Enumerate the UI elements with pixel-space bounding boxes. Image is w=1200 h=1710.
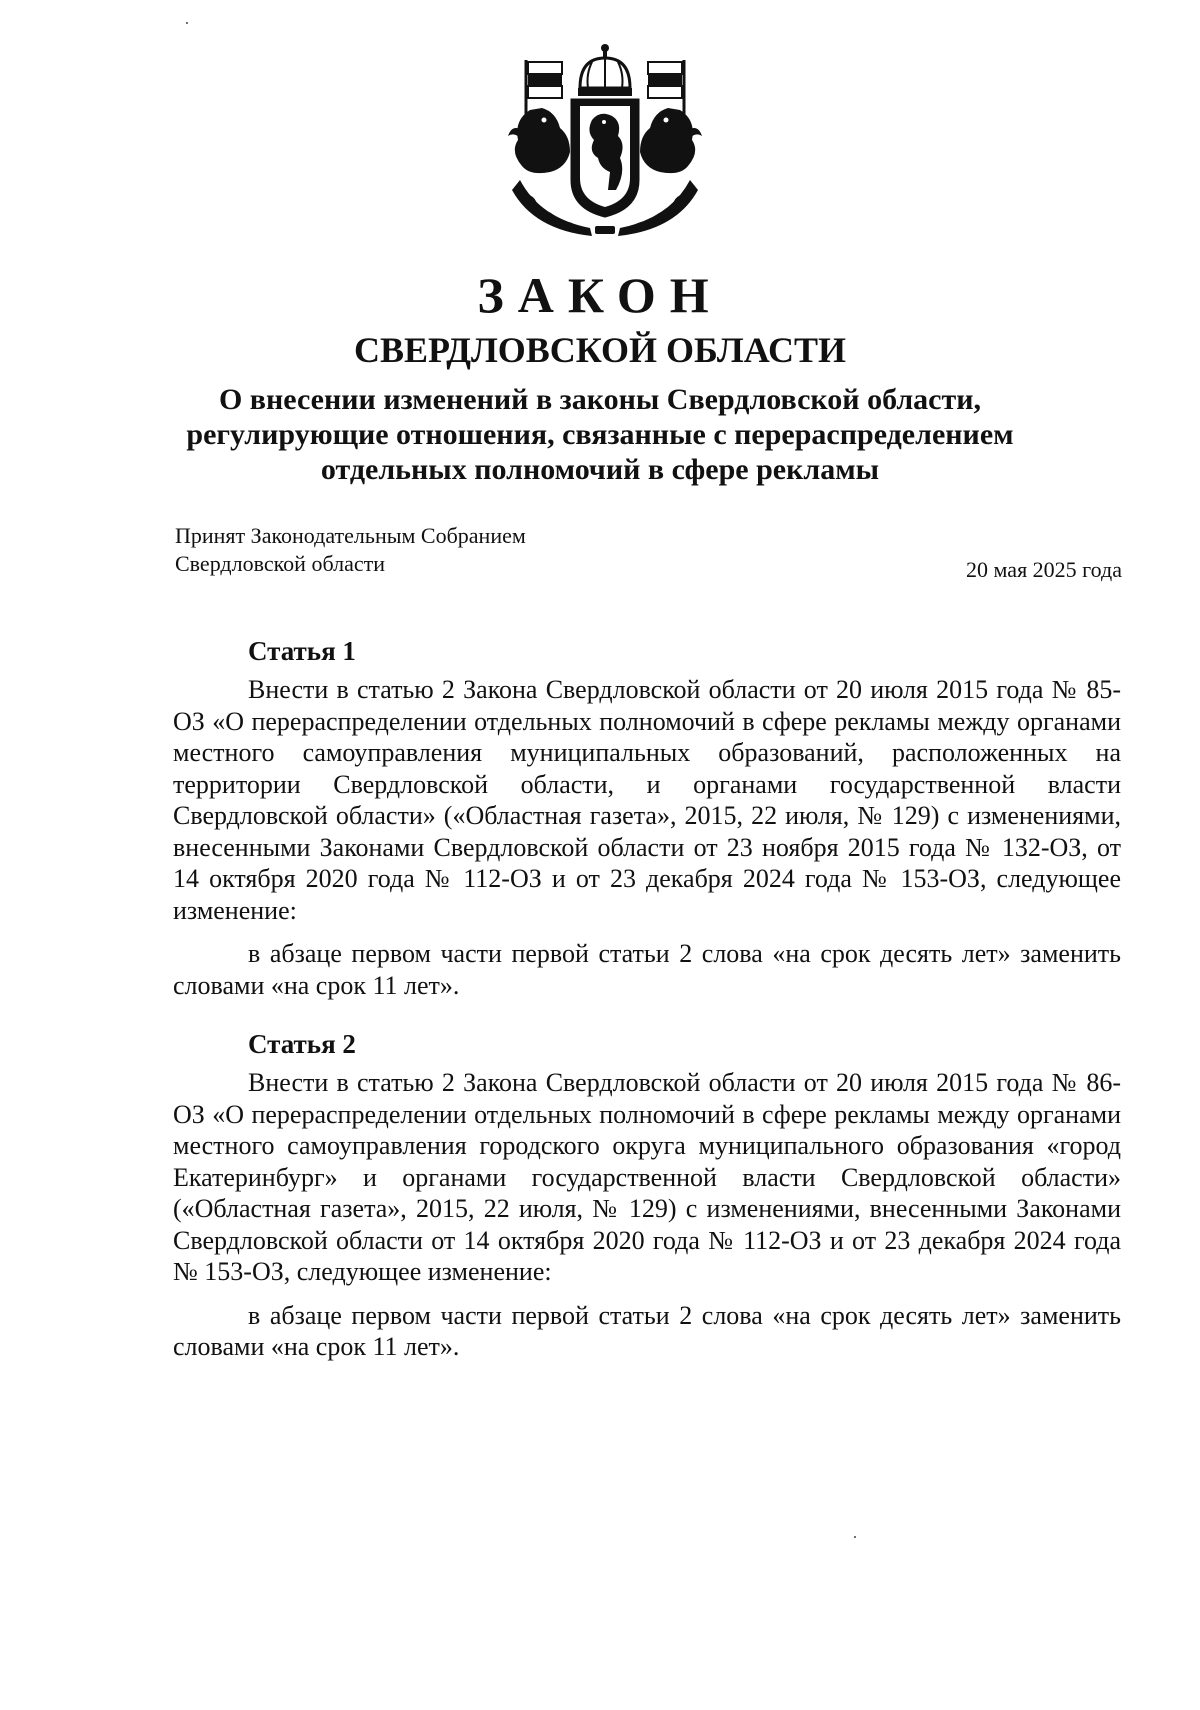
article-title: Статья 2 xyxy=(248,1029,356,1059)
article-paragraph: в абзаце первом части первой статьи 2 слова «на срок десять лет» заменить словами «на срок 11 лет». xyxy=(173,1300,1121,1361)
article-2 xyxy=(173,1027,1121,1375)
document-title: ЗАКОН xyxy=(477,267,723,323)
article-paragraph: Внести в статью 2 Закона Свердловской области от 20 июля 2015 года № 85-ОЗ «О перераспределении отдельных полномочий в сфере рекламы между органами местного самоуправления муниципальных образований, расположенных на территории Свердловской области, и органами государственной власти Свердловской области» («Областная газета», 2015, 22 июля, № 129) с изменениями, внесенными Законами Свердловской области от 23 ноября 2015 года № 132-ОЗ, от 14 октября 2020 года № 112-ОЗ и от 23 декабря 2024 года № 153-ОЗ, следующее изменение: xyxy=(173,675,1121,925)
adoption-date: 20 мая 2025 года xyxy=(966,557,1122,582)
right-griffin-icon xyxy=(640,108,702,173)
coat-of-arms-emblem xyxy=(500,40,710,250)
document-region: СВЕРДЛОВСКОЙ ОБЛАСТИ xyxy=(354,330,846,370)
crown-icon xyxy=(578,44,632,96)
article-paragraph: Внести в статью 2 Закона Свердловской области от 20 июля 2015 года № 86-ОЗ «О перераспределении отдельных полномочий в сфере рекламы между органами местного самоуправления городского округа муниципального образования «город Екатеринбург» и органами государственной власти Свердловской области» («Областная газета», 2015, 22 июля, № 129) с изменениями, внесенными Законами Свердловской области от 14 октября 2020 года № 112-ОЗ и от 23 декабря 2024 года № 153-ОЗ, следующее изменение: xyxy=(173,1068,1121,1286)
document-subtitle: О внесении изменений в законы Свердловской области, регулирующие отношения, связанные с перераспределением отдельных полномочий в сфере рекламы xyxy=(186,383,1014,486)
shield-icon xyxy=(572,100,638,216)
left-griffin-icon xyxy=(508,108,570,173)
scan-speck xyxy=(854,1536,856,1538)
article-1 xyxy=(173,634,1121,1013)
article-title: Статья 1 xyxy=(248,636,356,666)
adoption-authority xyxy=(175,522,526,578)
adoption-line-1: Принят Законодательным Собранием xyxy=(175,523,526,548)
scan-speck xyxy=(186,22,188,24)
article-paragraph: в абзаце первом части первой статьи 2 слова «на срок десять лет» заменить словами «на срок 11 лет». xyxy=(173,939,1121,1000)
adoption-line-2: Свердловской области xyxy=(175,551,385,576)
